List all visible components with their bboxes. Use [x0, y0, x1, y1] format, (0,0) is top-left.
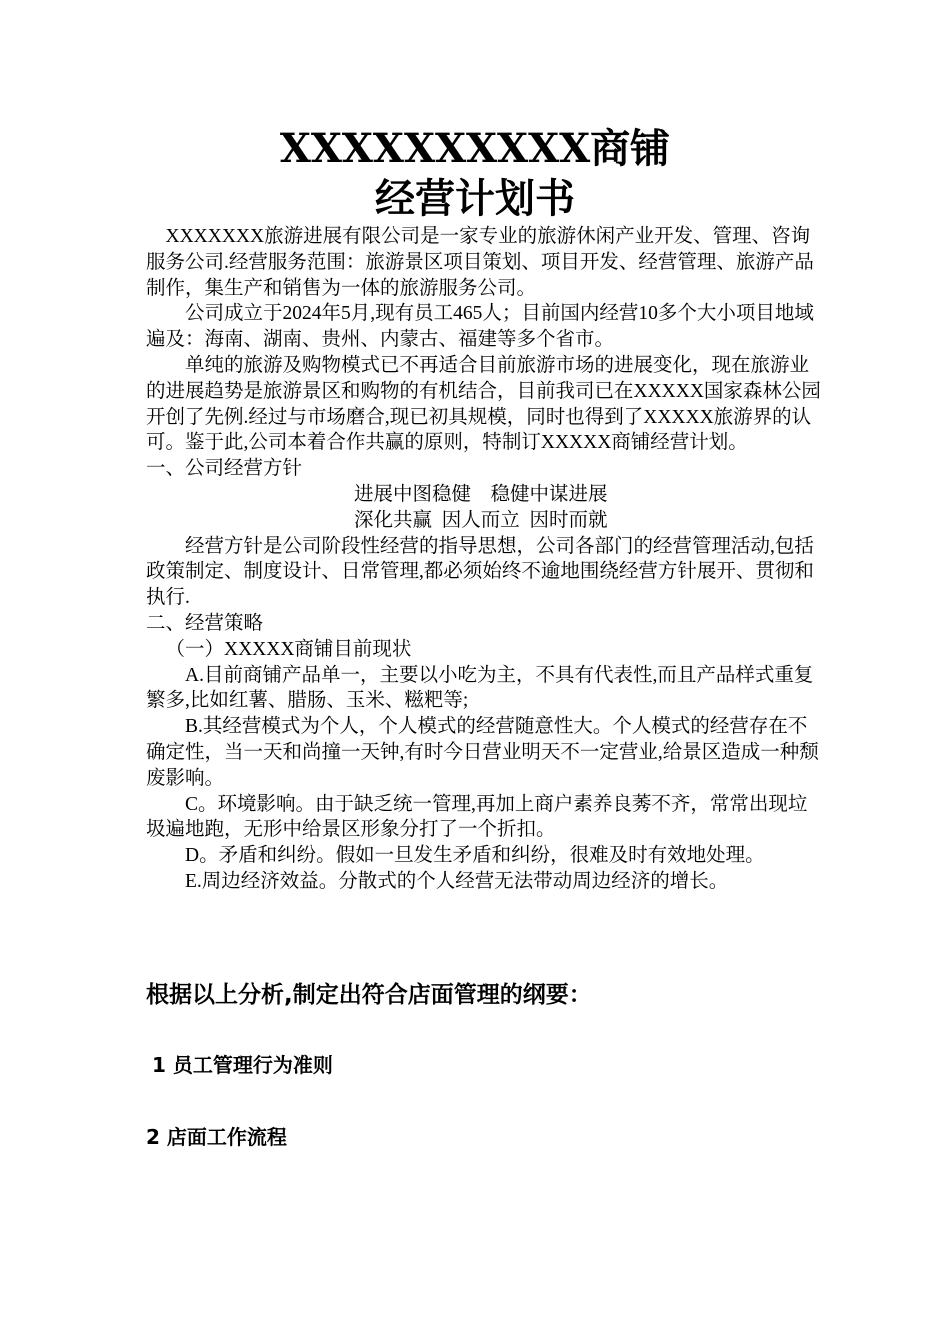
status-item-b: B.其经营模式为个人，个人模式的经营随意性大。个人模式的经营存在不确定性，当一天和尚撞一天钟,有时今日营业明天不一定营业,给景区造成一种颓废影响。 [146, 716, 819, 789]
intro-paragraph-3: 单纯的旅游及购物模式已不再适合目前旅游市场的进展变化，现在旅游业的进展趋势是旅游景区和购物的有机结合，目前我司已在XXXXX国家森林公园开创了先例.经过与市场磨合,现已初具规模，同时也得到了XXXXX旅游界的认可。鉴于此,公司本着合作共赢的原则，特制订XXXXX商铺经营计划。 [146, 354, 821, 454]
motto-line-2: 深化共赢 因人而立 因时而就 [354, 509, 608, 531]
outline-item-2: 2 店面工作流程 [146, 1125, 287, 1149]
section2-heading: 二、经营策略 [146, 612, 264, 634]
outline-item-1: 1 员工管理行为准则 [152, 1053, 333, 1077]
section1-paragraph: 经营方针是公司阶段性经营的指导思想，公司各部门的经营管理活动,包括政策制定、制度设计、日常管理,都必须始终不逾地围绕经营方针展开、贯彻和执行. [146, 535, 814, 609]
status-item-a: A.目前商铺产品单一，主要以小吃为主，不具有代表性,而且产品样式重复繁多,比如红薯、腊肠、玉米、糍粑等; [146, 664, 814, 712]
status-item-c: C。环境影响。由于缺乏统一管理,再加上商户素养良莠不齐，常常出现垃圾遍地跑，无形中给景区形象分打了一个折扣。 [146, 793, 808, 841]
motto-line-1: 进展中图稳健 稳健中谋进展 [354, 483, 608, 505]
document-title-line2: 经营计划书 [375, 175, 575, 222]
status-item-e: E.周边经济效益。分散式的个人经营无法带动周边经济的增长。 [185, 870, 729, 892]
document-title-line1: XXXXXXXXXX商铺 [279, 125, 671, 172]
section2-subheading: （一）XXXXX商铺目前现状 [165, 638, 412, 660]
summary-heading: 根据以上分析,制定出符合店面管理的纲要： [146, 982, 592, 1008]
document-body [146, 224, 826, 895]
intro-paragraph-2: 公司成立于2024年5月,现有员工465人；目前国内经营10多个大小项目地域遍及：海南、湖南、贵州、内蒙古、福建等多个省市。 [146, 303, 814, 351]
section1-heading: 一、公司经营方针 [146, 458, 303, 480]
intro-paragraph-1: XXXXXXX旅游进展有限公司是一家专业的旅游休闲产业开发、管理、咨询服务公司.经营服务范围：旅游景区项目策划、项目开发、经营管理、旅游产品制作，集生产和销售为一体的旅游服务公司。 [146, 226, 814, 299]
status-item-d: D。矛盾和纠纷。假如一旦发生矛盾和纠纷，很难及时有效地处理。 [185, 845, 765, 867]
